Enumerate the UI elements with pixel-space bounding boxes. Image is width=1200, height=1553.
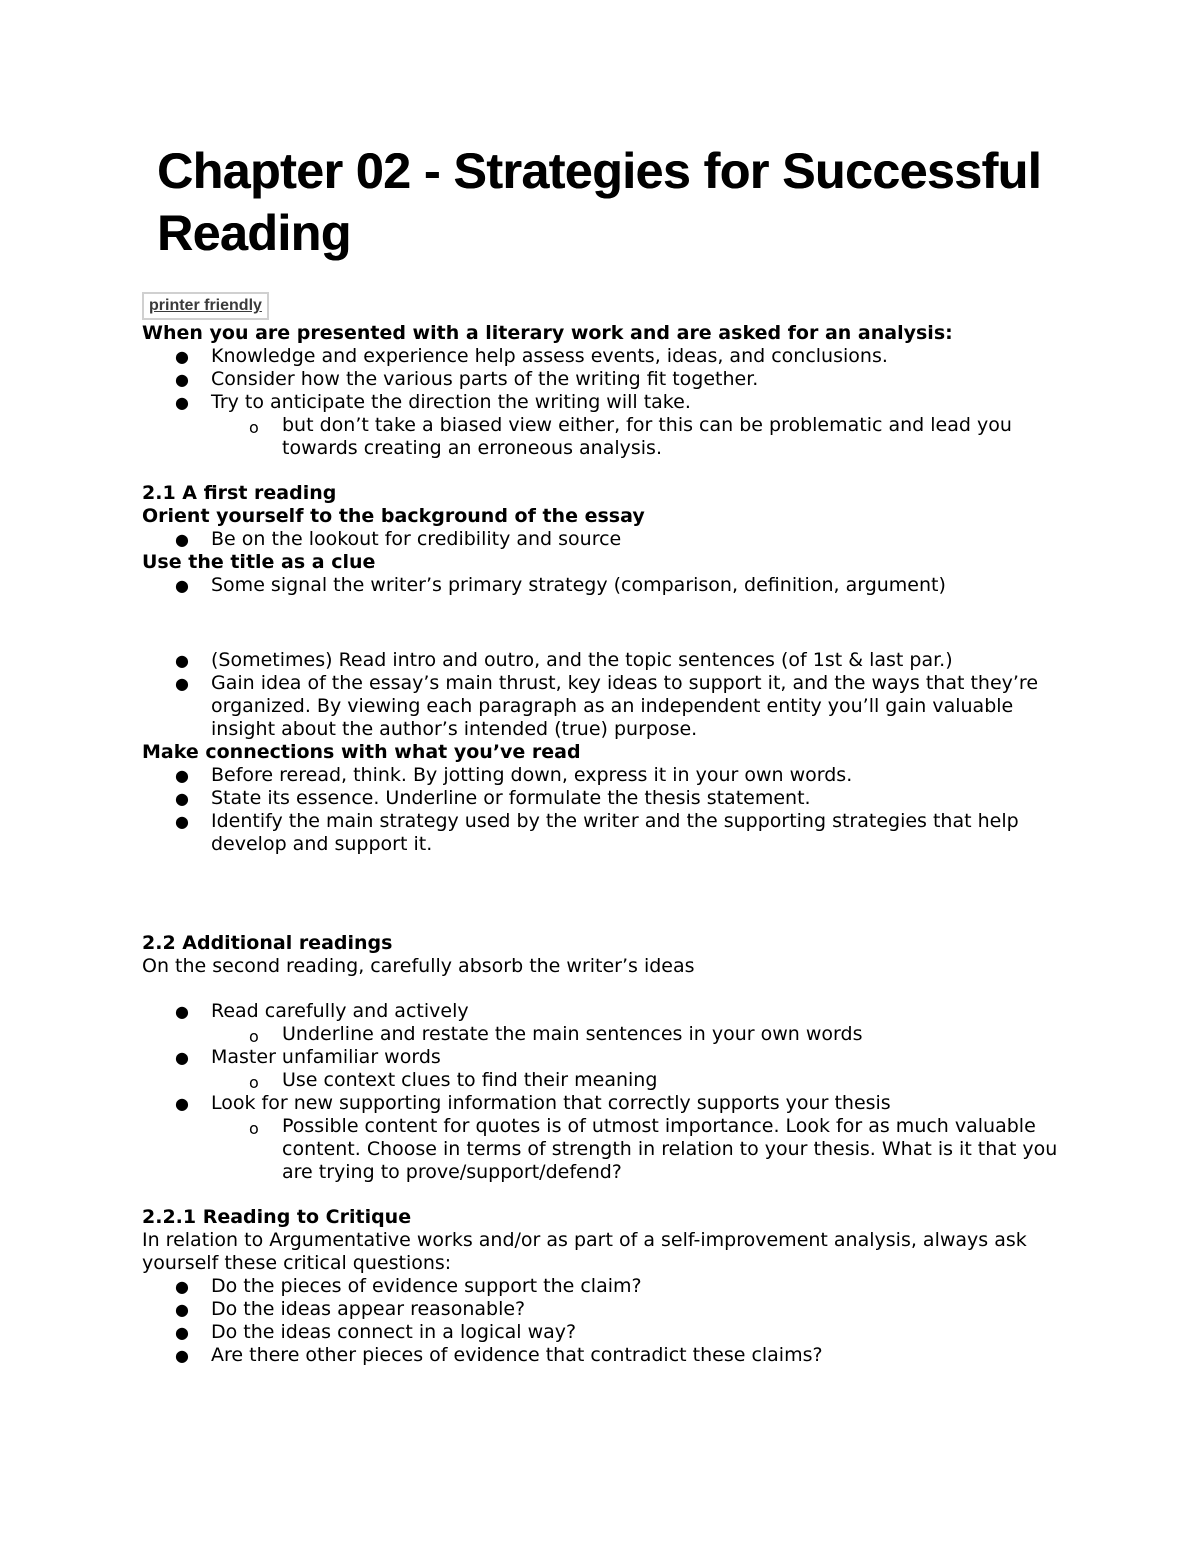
list-item: ● Gain idea of the essay’s main thrust, key ideas to support it, and the ways that they’re organized. By viewing each paragraph as an independent entity you’ll gain valuable insight about the author’s intended (true) purpose.	[175, 672, 1039, 740]
spacer	[142, 856, 1062, 932]
intro-heading: When you are presented with a literary work and are asked for an analysis:	[142, 322, 953, 344]
title-clue-list	[142, 574, 1062, 597]
connections-heading: Make connections with what you’ve read	[142, 741, 581, 763]
spacer	[142, 460, 1062, 482]
bullet-icon: ●	[175, 812, 189, 831]
circle-bullet-icon: o	[249, 1027, 259, 1046]
bullet-icon: ●	[175, 393, 189, 412]
list-item: ● Identify the main strategy used by the writer and the supporting strategies that help develop and support it.	[175, 810, 1019, 855]
sub-list	[211, 1069, 1062, 1092]
list-item: ● Are there other pieces of evidence that contradict these claims?	[175, 1344, 823, 1366]
sub-list-item: o Possible content for quotes is of utmost importance. Look for as much valuable content. Choose in terms of strength in relation to your thesis. What is it that you are trying to prove/support/defend?	[249, 1115, 1058, 1183]
section-2-2-1-heading: 2.2.1 Reading to Critique	[142, 1206, 412, 1228]
spacer	[142, 1184, 1062, 1206]
list-item: ● Try to anticipate the direction the writing will take. o but don’t take a biased view either, for this can be problematic and lead you towards creating an erroneous analysis.	[211, 391, 1062, 460]
list-item: ● Do the ideas connect in a logical way?	[175, 1321, 577, 1343]
printer-friendly-button[interactable]: printer friendly	[142, 292, 269, 320]
bullet-icon: ●	[175, 576, 189, 595]
spacer	[142, 597, 1062, 649]
list-item: ● Read carefully and actively o Underline and restate the main sentences in your own words	[211, 1000, 1062, 1046]
bullet-icon: ●	[175, 1300, 189, 1319]
bullet-icon: ●	[175, 530, 189, 549]
bullet-icon: ●	[175, 766, 189, 785]
list-item: ● (Sometimes) Read intro and outro, and the topic sentences (of 1st & last par.)	[175, 649, 953, 671]
bullet-icon: ●	[175, 1346, 189, 1365]
bullet-icon: ●	[175, 1002, 189, 1021]
page-title: Chapter 02 - Strategies for Successful Reading	[157, 143, 1042, 261]
bullet-icon: ●	[175, 651, 189, 670]
bullet-icon: ●	[175, 1094, 189, 1113]
circle-bullet-icon: o	[249, 418, 259, 437]
list-item: ● Before reread, think. By jotting down, express it in your own words.	[175, 764, 853, 786]
spacer	[142, 978, 1062, 1000]
bullet-icon: ●	[175, 674, 189, 693]
bullet-icon: ●	[175, 1323, 189, 1342]
list-item: ● Consider how the various parts of the writing fit together.	[175, 368, 759, 390]
bullet-icon: ●	[175, 1048, 189, 1067]
connections-list	[142, 764, 1062, 856]
list-item: ● Master unfamiliar words o Use context clues to find their meaning	[211, 1046, 1062, 1092]
bullet-icon: ●	[175, 347, 189, 366]
sub-list-item: o but don’t take a biased view either, for this can be problematic and lead you towards creating an erroneous analysis.	[249, 414, 1012, 459]
printer-friendly-wrap	[142, 292, 1062, 322]
sub-list-item: o Use context clues to find their meaning	[249, 1069, 658, 1092]
sub-list	[211, 1115, 1062, 1184]
additional-readings-list	[142, 1000, 1062, 1184]
critique-questions-list	[142, 1275, 1062, 1367]
section-2-2-heading: 2.2 Additional readings	[142, 932, 393, 954]
title-clue-heading: Use the title as a clue	[142, 551, 376, 573]
list-item: ● State its essence. Underline or formulate the thesis statement.	[175, 787, 811, 809]
reading-tips-list	[142, 649, 1062, 741]
bullet-icon: ●	[175, 370, 189, 389]
orient-heading: Orient yourself to the background of the essay	[142, 505, 645, 527]
list-item: ● Be on the lookout for credibility and source	[175, 528, 622, 550]
list-item: ● Look for new supporting information that correctly supports your thesis o Possible content for quotes is of utmost importance. Look for as much valuable content. Choose in terms of strength in relation to your thesis. What is it that you are trying to prove/support/defend?	[211, 1092, 1062, 1184]
circle-bullet-icon: o	[249, 1073, 259, 1092]
sub-list	[211, 1023, 1062, 1046]
bullet-icon: ●	[175, 1277, 189, 1296]
sub-list	[211, 414, 1062, 460]
section-2-2-1-intro: In relation to Argumentative works and/or as part of a self-improvement analysis, always ask yourself these critical questions:	[142, 1229, 1027, 1274]
list-item: ● Do the pieces of evidence support the claim?	[175, 1275, 642, 1297]
orient-list	[142, 528, 1062, 551]
section-2-1-heading: 2.1 A first reading	[142, 482, 337, 504]
intro-list	[142, 345, 1062, 460]
sub-list-item: o Underline and restate the main sentences in your own words	[249, 1023, 863, 1046]
list-item: ● Do the ideas appear reasonable?	[175, 1298, 526, 1320]
bullet-icon: ●	[175, 789, 189, 808]
document-page	[142, 140, 1062, 1367]
section-2-2-intro: On the second reading, carefully absorb the writer’s ideas	[142, 955, 695, 977]
circle-bullet-icon: o	[249, 1119, 259, 1138]
list-item: ● Knowledge and experience help assess events, ideas, and conclusions.	[175, 345, 888, 367]
list-item: ● Some signal the writer’s primary strategy (comparison, definition, argument)	[175, 574, 946, 596]
